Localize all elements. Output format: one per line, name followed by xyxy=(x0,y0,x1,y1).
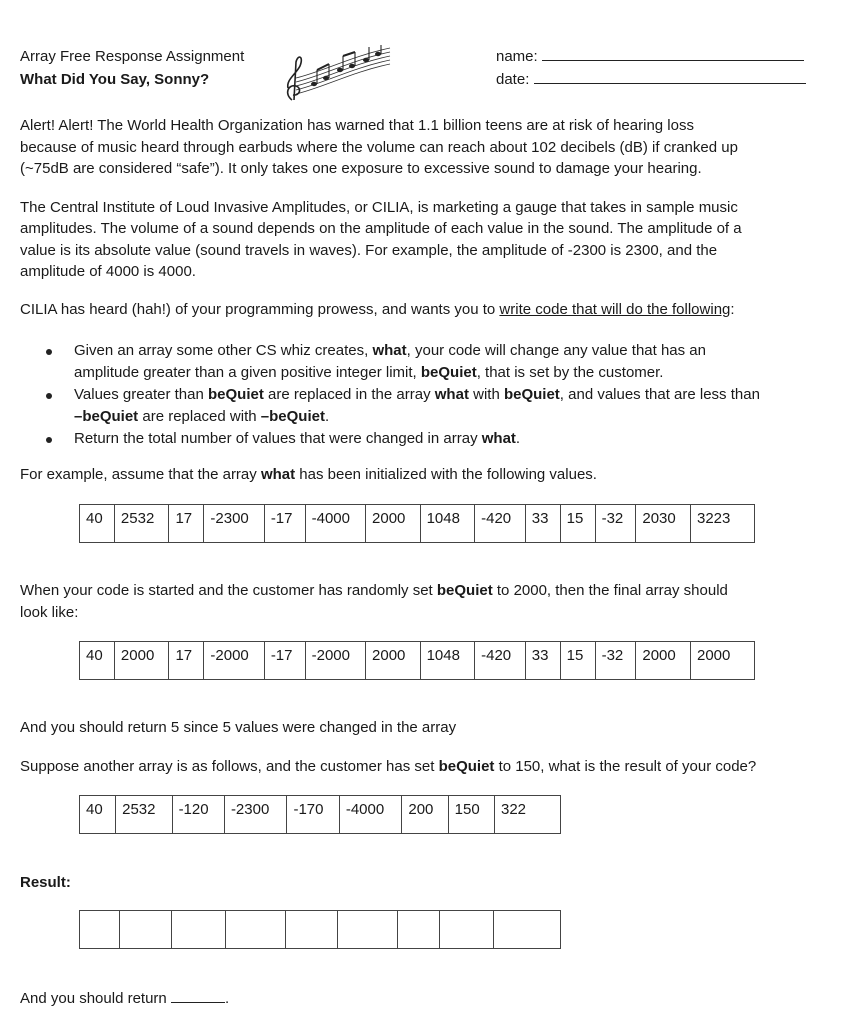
array-cell: 150 xyxy=(448,796,494,834)
array-cell: 2532 xyxy=(116,796,172,834)
array-cell: 17 xyxy=(169,505,204,543)
result-cell[interactable] xyxy=(226,911,286,949)
array-cell: 1048 xyxy=(420,642,475,680)
array-cell: 2532 xyxy=(114,505,169,543)
example-return-text: And you should return 5 since 5 values were changed in the array xyxy=(20,719,457,736)
name-field[interactable] xyxy=(496,48,804,65)
example-result-intro-line-1: When your code is started and the customer has randomly set beQuiet to 2000, then the final array should xyxy=(20,582,728,599)
paragraph-3: CILIA has heard (hah!) of your programming prowess, and wants you to write code that will do the following: xyxy=(20,301,735,318)
array-cell: 40 xyxy=(80,642,115,680)
final-array-table xyxy=(79,641,755,680)
array-cell: -170 xyxy=(287,796,339,834)
array-cell: -2300 xyxy=(204,505,264,543)
array-cell: 33 xyxy=(525,642,560,680)
paragraph-2-line-2: amplitudes. The volume of a sound depends on the amplitude of each value in the sound. The amplitude of a xyxy=(20,220,742,237)
array-cell: 2000 xyxy=(114,642,169,680)
array-cell: 2000 xyxy=(366,505,421,543)
array-cell: 2030 xyxy=(636,505,691,543)
result-cell[interactable] xyxy=(338,911,398,949)
paragraph-1-line-2: because of music heard through earbuds where the volume can reach about 102 decibels (dB) if cranked up xyxy=(20,139,738,156)
list-item: Return the total number of values that were changed in array what. xyxy=(20,428,820,450)
array-cell: -4000 xyxy=(305,505,365,543)
array-cell: -420 xyxy=(475,642,526,680)
return-blank[interactable] xyxy=(171,1002,225,1003)
result-array-table[interactable] xyxy=(79,910,561,949)
list-item: Values greater than beQuiet are replaced in the array what with beQuiet, and values that are less than –beQuiet are replaced with –beQuiet. xyxy=(20,384,820,428)
paragraph-2-line-1: The Central Institute of Loud Invasive Amplitudes, or CILIA, is marketing a gauge that takes in sample music xyxy=(20,199,738,216)
array-cell: 200 xyxy=(402,796,448,834)
array-cell: 1048 xyxy=(420,505,475,543)
array-cell: 15 xyxy=(560,642,595,680)
array-cell: -32 xyxy=(595,642,636,680)
array-cell: -17 xyxy=(264,642,305,680)
array-cell: 2000 xyxy=(636,642,691,680)
page-title: What Did You Say, Sonny? xyxy=(20,71,210,88)
array-cell: -2300 xyxy=(224,796,287,834)
question-array-table xyxy=(79,795,561,834)
initial-array-table xyxy=(79,504,755,543)
array-cell: -120 xyxy=(172,796,224,834)
array-cell: 2000 xyxy=(691,642,755,680)
array-cell: 17 xyxy=(169,642,204,680)
array-cell: 40 xyxy=(80,505,115,543)
array-cell: -4000 xyxy=(339,796,402,834)
array-cell: -2000 xyxy=(204,642,264,680)
assignment-label: Array Free Response Assignment xyxy=(20,48,245,65)
result-cell[interactable] xyxy=(398,911,440,949)
array-cell: -17 xyxy=(264,505,305,543)
array-cell: -32 xyxy=(595,505,636,543)
result-label: Result: xyxy=(20,874,71,891)
requirement-link-text: write code that will do the following xyxy=(499,301,731,318)
array-cell: 33 xyxy=(525,505,560,543)
paragraph-1-line-1: Alert! Alert! The World Health Organization has warned that 1.1 billion teens are at risk of hearing loss xyxy=(20,117,694,134)
example-intro: For example, assume that the array what has been initialized with the following values. xyxy=(20,466,597,483)
result-cell[interactable] xyxy=(286,911,338,949)
paragraph-2-line-3: value is its absolute value (sound travels in waves). For example, the amplitude of -2300 is 2300, and the xyxy=(20,242,718,259)
array-cell: 3223 xyxy=(691,505,755,543)
array-cell: 40 xyxy=(80,796,116,834)
list-item: Given an array some other CS whiz creates, what, your code will change any value that has an amplitude greater than a given positive integer limit, beQuiet, that is set by the customer. xyxy=(20,340,820,384)
array-cell: 322 xyxy=(495,796,561,834)
array-cell: -2000 xyxy=(305,642,365,680)
music-notes-image xyxy=(282,44,394,102)
paragraph-2-line-4: amplitude of 4000 is 4000. xyxy=(20,263,196,280)
result-cell[interactable] xyxy=(80,911,120,949)
array-cell: 2000 xyxy=(366,642,421,680)
array-cell: 15 xyxy=(560,505,595,543)
result-cell[interactable] xyxy=(494,911,561,949)
name-blank[interactable] xyxy=(542,60,804,61)
paragraph-1-line-3: (~75dB are considered “safe”). It only takes one exposure to excessive sound to damage your hearing. xyxy=(20,160,702,177)
name-label: name: xyxy=(496,48,538,65)
result-cell[interactable] xyxy=(440,911,494,949)
result-cell[interactable] xyxy=(120,911,172,949)
date-field[interactable] xyxy=(496,71,806,88)
requirements-list xyxy=(20,340,820,450)
array-cell: -420 xyxy=(475,505,526,543)
date-blank[interactable] xyxy=(534,83,806,84)
result-cell[interactable] xyxy=(172,911,226,949)
final-return-text: And you should return . xyxy=(20,990,230,1007)
example-result-intro-line-2: look like: xyxy=(20,604,79,621)
date-label: date: xyxy=(496,71,530,88)
question-text: Suppose another array is as follows, and the customer has set beQuiet to 150, what is the result of your code? xyxy=(20,758,757,775)
